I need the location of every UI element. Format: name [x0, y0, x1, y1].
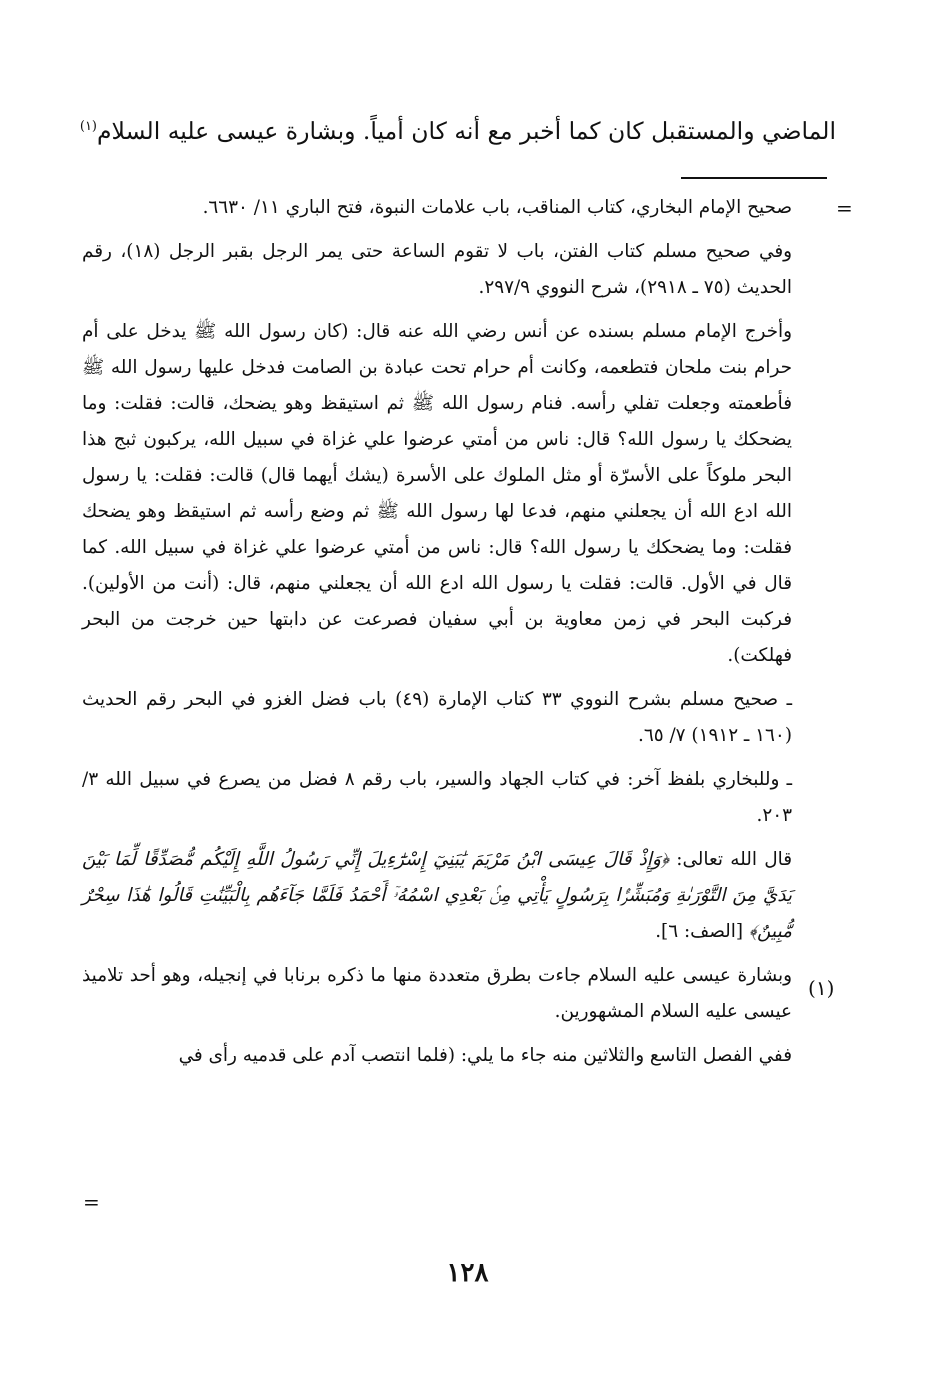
verse-reference: [الصف: ٦].: [655, 921, 749, 942]
continues-marker: =: [83, 1190, 100, 1214]
footnotes-block: [82, 190, 792, 1082]
footnote-reference: (١): [79, 119, 97, 135]
continuation-marker: =: [836, 196, 853, 220]
footnote-paragraph: وبشارة عيسى عليه السلام جاءت بطرق متعددة منها ما ذكره برنابا في إنجيله، وهو أحد تلاميذ عيسى عليه السلام المشهورين.: [82, 965, 792, 1022]
footnote-1-verse: [82, 842, 792, 950]
footnote-paragraph: ـ وللبخاري بلفظ آخر: في كتاب الجهاد والسير، باب رقم ٨ فضل من يصرع في سبيل الله ٣/ ٢٠٣.: [82, 769, 793, 826]
footnote-paragraph: وأخرج الإمام مسلم بسنده عن أنس رضي الله عنه قال: (كان رسول الله ﷺ يدخل على أم حرام بنت ملحان فتطعمه، وكانت أم حرام تحت عبادة بن الصامت فدخل عليها رسول الله ﷺ فأطعمته وجعلت تفلي رأسه. فنام رسول الله ﷺ ثم استيقظ وهو يضحك، قالت: فقلت: وما يضحكك يا رسول الله؟ قال: ناس من أمتي عرضوا علي غزاة في سبيل الله، يركبون ثبج هذا البحر ملوكاً على الأسرّة أو مثل الملوك على الأسرة (يشك أيهما قال) قالت: فقلت: يا رسول الله ادع الله أن يجعلني منهم، فدعا لها رسول الله ﷺ ثم وضع رأسه ثم استيقظ وهو يضحك فقلت: وما يضحكك يا رسول الله؟ قال: ناس من أمتي عرضوا علي غزاة في سبيل الله. كما قال في الأول. قالت: فقلت يا رسول الله ادع الله أن يجعلني منهم، قال: (أنت من الأولين). فركبت البحر في زمن معاوية بن أبي سفيان فصرعت عن دابتها حين خرجت من البحر فهلكت).: [82, 321, 792, 666]
footnote-paragraph: صحيح الإمام البخاري، كتاب المناقب، باب علامات النبوة، فتح الباري ١١/ ٦٦٣٠.: [202, 197, 792, 218]
footnote-separator: [681, 177, 827, 179]
footnote-paragraph: ـ صحيح مسلم بشرح النووي ٣٣ كتاب الإمارة (٤٩) باب فضل الغزو في البحر رقم الحديث (١٦٠ ـ ١٩١٢) ٧/ ٦٥.: [82, 689, 792, 746]
verse-intro: قال الله تعالى:: [668, 849, 792, 870]
footnote-paragraph: ففي الفصل التاسع والثلاثين منه جاء ما يلي: (فلما انتصب آدم على قدميه رأى في: [178, 1045, 792, 1066]
page-number: ١٢٨: [446, 1258, 489, 1288]
main-text-line: [80, 108, 836, 154]
footnote-paragraph: وفي صحيح مسلم كتاب الفتن، باب لا تقوم الساعة حتى يمر الرجل بقبر الرجل (١٨)، رقم الحديث (٧٥ ـ ٢٩١٨)، شرح النووي ٢٩٧/٩.: [82, 241, 792, 298]
quran-verse: ﴿وَإِذْ قَالَ عِيسَى ابْنُ مَرْيَمَ يَٰبَنِيٓ إِسْرَٰٓءِيلَ إِنِّي رَسُولُ اللَّهِ إِلَيْكُم مُّصَدِّقًا لِّمَا بَيْنَ يَدَيَّ مِنَ التَّوْرَىٰةِ وَمُبَشِّرًۢا بِرَسُولٍ يَأْتِي مِنۢ بَعْدِي اسْمُهُۥٓ أَحْمَدُ فَلَمَّا جَآءَهُم بِالْبَيِّنَٰتِ قَالُوا هَٰذَا سِحْرٌ مُّبِينٌ﴾: [82, 849, 792, 942]
footnote-1-marker: (١): [808, 976, 835, 1000]
main-text: الماضي والمستقبل كان كما أخبر مع أنه كان أمياً. وبشارة عيسى عليه السلام: [97, 117, 836, 145]
